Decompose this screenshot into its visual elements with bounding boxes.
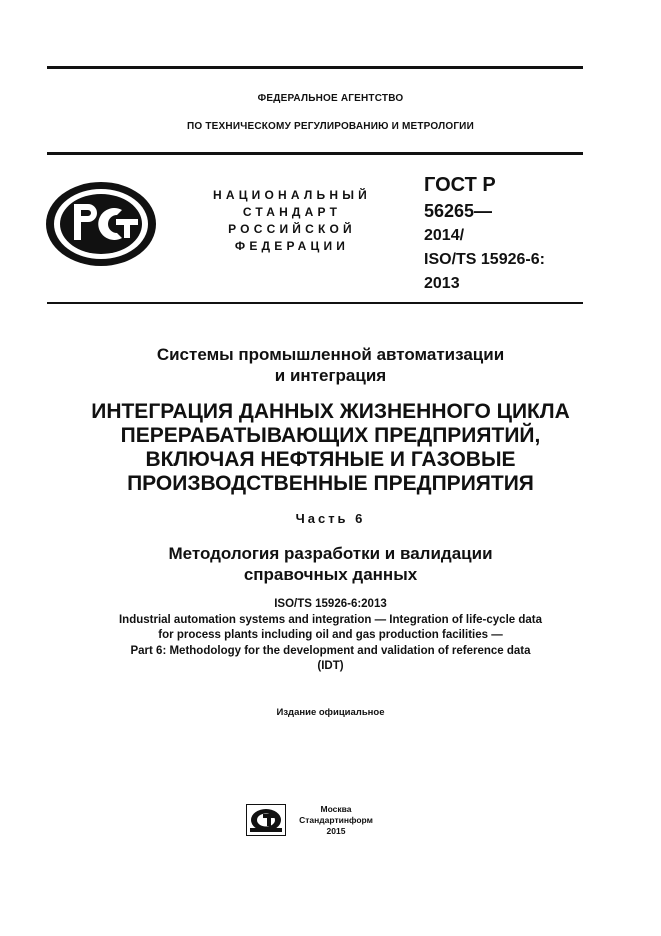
- part-title-line2: справочных данных: [243, 565, 418, 584]
- rst-mark-icon: [44, 180, 158, 273]
- english-title: [0, 597, 661, 675]
- designation-line2: 56265—: [424, 201, 493, 221]
- series-title-line2: и интеграция: [274, 366, 387, 385]
- part-title-line1: Методология разработки и валидации: [168, 544, 493, 563]
- designation-line3: 2014/: [424, 227, 465, 244]
- publisher-city: Москва: [320, 804, 352, 814]
- main-title: [0, 400, 661, 496]
- english-line3: for process plants including oil and gas production facilities —: [158, 629, 503, 641]
- standard-type-line2: СТАНДАРТ: [242, 205, 342, 219]
- standard-type-line4: ФЕДЕРАЦИИ: [234, 239, 350, 253]
- main-title-line1: ИНТЕГРАЦИЯ ДАННЫХ ЖИЗНЕННОГО ЦИКЛА: [91, 400, 570, 423]
- header-rule: [47, 152, 583, 155]
- top-rule: [47, 66, 583, 69]
- part-title: [0, 543, 661, 585]
- standartinform-logo-icon: [246, 804, 286, 841]
- designation-line5: 2013: [424, 275, 460, 292]
- main-title-line3: ВКЛЮЧАЯ НЕФТЯНЫЕ И ГАЗОВЫЕ: [145, 448, 516, 471]
- standard-type-line3: РОССИЙСКОЙ: [228, 222, 356, 236]
- series-title-line1: Системы промышленной автоматизации: [156, 345, 505, 364]
- english-line2: Industrial automation systems and integration — Integration of life-cycle data: [118, 613, 542, 626]
- agency-name-line2: ПО ТЕХНИЧЕСКОМУ РЕГУЛИРОВАНИЮ И МЕТРОЛОГИИ: [187, 121, 474, 132]
- designation-rule: [47, 302, 583, 304]
- english-line1: ISO/TS 15926-6:2013: [274, 598, 387, 610]
- english-line5: (IDT): [317, 660, 344, 672]
- publisher-name: Стандартинформ: [299, 815, 373, 825]
- main-title-line2: ПЕРЕРАБАТЫВАЮЩИХ ПРЕДПРИЯТИЙ,: [120, 424, 541, 447]
- series-title: [0, 344, 661, 386]
- publisher-year: 2015: [326, 826, 346, 836]
- part-label: Часть 6: [295, 511, 366, 526]
- designation-line4: ISO/TS 15926-6:: [424, 251, 545, 268]
- main-title-line4: ПРОИЗВОДСТВЕННЫЕ ПРЕДПРИЯТИЯ: [127, 472, 534, 495]
- standard-type: [192, 187, 392, 255]
- agency-name-line1: ФЕДЕРАЛЬНОЕ АГЕНТСТВО: [257, 93, 404, 104]
- english-line4: Part 6: Methodology for the development and validation of reference data: [130, 644, 531, 657]
- publisher: [290, 804, 382, 837]
- standard-designation: [424, 172, 545, 296]
- edition-note: Издание официальное: [276, 707, 385, 718]
- designation-line1: ГОСТ Р: [424, 174, 496, 196]
- standard-type-line1: НАЦИОНАЛЬНЫЙ: [212, 188, 372, 202]
